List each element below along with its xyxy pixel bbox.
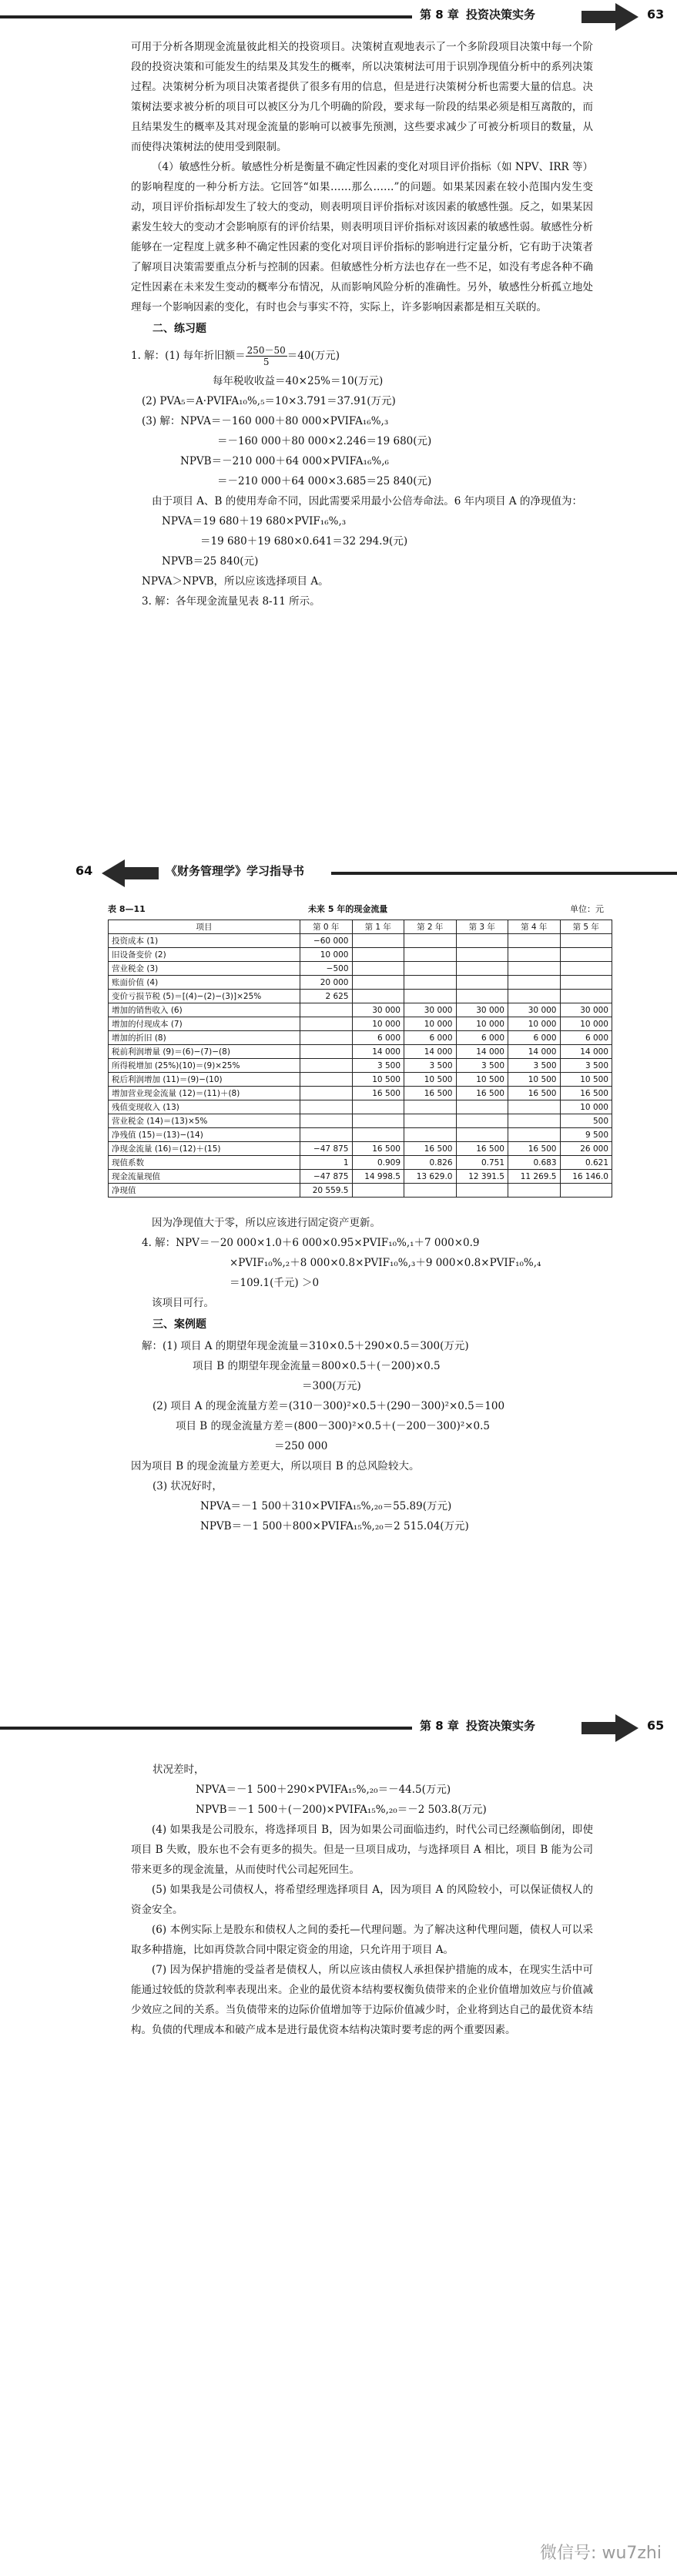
equation: NPVA＝－1 500＋310×PVIFA₁₅%,₂₀＝55.89(万元) [200, 1500, 452, 1512]
row-label-cell: 增加的销售收入 (6) [109, 1003, 300, 1017]
value-cell: 3 500 [508, 1059, 561, 1073]
fraction: $\frac{250-50}{5}$ [246, 345, 286, 367]
arrow-right-icon [581, 2, 640, 32]
value-cell [352, 990, 404, 1003]
equation: (2) PVA₅＝A·PVIFA₁₀%,₅＝10×3.791＝37.91(万元) [142, 395, 396, 407]
equation: ＝－160 000＋80 000×2.246＝19 680(元) [217, 435, 432, 447]
header-rule [331, 872, 677, 875]
value-cell: −500 [300, 962, 353, 976]
paragraph: (6) 本例实际上是股东和债权人之间的委托—代理问题。为了解决这种代理问题，债权人可以采取多种措施，比如再贷款合同中限定资金的用途，只允许用于项目 A。 [131, 1924, 593, 1956]
value-cell: 14 000 [404, 1045, 457, 1059]
page65-body [131, 1760, 593, 2040]
value-cell [508, 1114, 561, 1128]
equation: 项目 B 的期望年现金流量＝800×0.5＋(－200)×0.5 [193, 1360, 441, 1372]
value-cell: 14 000 [508, 1045, 561, 1059]
value-cell [300, 1073, 353, 1087]
row-label-cell: 增加营业现金流量 (12)＝(11)＋(8) [109, 1087, 300, 1100]
cash-flow-table [108, 920, 612, 1198]
equation: ＝19 680＋19 680×0.641＝32 294.9(元) [200, 535, 408, 548]
page-number: 64 [75, 863, 93, 878]
arrow-left-icon [100, 858, 159, 889]
value-cell [508, 962, 561, 976]
arrow-right-icon [581, 1713, 640, 1744]
value-cell [456, 1184, 508, 1198]
value-cell [508, 948, 561, 962]
row-label-cell: 增加的折旧 (8) [109, 1031, 300, 1045]
value-cell: 14 998.5 [352, 1170, 404, 1184]
header-title: 投资决策实务 [466, 8, 536, 22]
value-cell: 10 500 [404, 1073, 457, 1087]
row-label-cell: 投资成本 (1) [109, 934, 300, 948]
table-row [109, 1114, 612, 1128]
value-cell: 20 559.5 [300, 1184, 353, 1198]
column-header: 第 4 年 [508, 920, 561, 934]
equation: ＝－210 000＋64 000×3.685＝25 840(元) [217, 475, 432, 487]
value-cell [404, 990, 457, 1003]
value-cell: 16 500 [352, 1142, 404, 1156]
table-row [109, 1073, 612, 1087]
value-cell: 14 000 [456, 1045, 508, 1059]
page65-header [0, 1711, 677, 1747]
row-label-cell: 税后利润增加 (11)＝(9)−(10) [109, 1073, 300, 1087]
value-cell: 16 500 [456, 1142, 508, 1156]
value-cell [560, 962, 612, 976]
column-header: 第 5 年 [560, 920, 612, 934]
value-cell: −60 000 [300, 934, 353, 948]
row-label-cell: 变价亏损节税 (5)＝[(4)−(2)−(3)]×25% [109, 990, 300, 1003]
table-row [109, 1017, 612, 1031]
equation: NPVA＞NPVB，所以应该选择项目 A。 [142, 575, 329, 588]
value-cell [352, 948, 404, 962]
value-cell [456, 962, 508, 976]
table-header-row [109, 920, 612, 934]
value-cell [300, 1031, 353, 1045]
header-book-title: 《财务管理学》学习指导书 [166, 864, 305, 878]
value-cell: 10 500 [456, 1073, 508, 1087]
value-cell: 10 000 [404, 1017, 457, 1031]
table-row [109, 1087, 612, 1100]
equation: 3. 解：各年现金流量见表 8-11 所示。 [142, 595, 320, 608]
row-label-cell: 营业税金 (14)＝(13)×5% [109, 1114, 300, 1128]
paragraph: 因为净现值大于零，所以应该进行固定资产更新。 [152, 1217, 380, 1229]
section-heading: 三、案例题 [152, 1318, 206, 1331]
value-cell: 0.751 [456, 1156, 508, 1170]
row-label-cell: 所得税增加 (25%)(10)＝(9)×25% [109, 1059, 300, 1073]
table-row [109, 1003, 612, 1017]
value-cell: 6 000 [456, 1031, 508, 1045]
value-cell: 3 500 [352, 1059, 404, 1073]
value-cell [508, 934, 561, 948]
page-number: 63 [647, 7, 665, 22]
value-cell [508, 1128, 561, 1142]
equation: 解：(1) 项目 A 的期望年现金流量＝310×0.5＋290×0.5＝300(万元) [142, 1340, 469, 1352]
value-cell [508, 976, 561, 990]
paragraph: 可用于分析各期现金流量彼此相关的投资项目。决策树直观地表示了一个多阶段项目决策中每一个阶段的投资决策和可能发生的结果及其发生的概率，所以决策树法可用于识别净现值分析中的系列决策过程。决策树分析为项目决策者提供了很多有用的信息，但是进行决策树分析也需要大量的信息。决策树法要求被分析的项目可以被区分为几个明确的阶段，要求每一阶段的结果必须是相互离散的，而且结果发生的概率及其对现金流量的影响可以被事先预测，这些要求减少了可被分析项目的数量，从而使得决策树法的使用受到限制。 [131, 41, 593, 153]
value-cell [560, 1184, 612, 1198]
value-cell [352, 1128, 404, 1142]
table-row [109, 1100, 612, 1114]
row-label-cell: 营业税金 (3) [109, 962, 300, 976]
value-cell: 30 000 [352, 1003, 404, 1017]
value-cell: 500 [560, 1114, 612, 1128]
value-cell: 0.909 [352, 1156, 404, 1170]
watermark: 微信号: wu7zhi [540, 2544, 662, 2563]
page64-body [131, 1213, 593, 1536]
value-cell: 0.683 [508, 1156, 561, 1170]
paragraph: （4）敏感性分析。敏感性分析是衡量不确定性因素的变化对项目评价指标（如 NPV、IRR 等）的影响程度的一种分析方法。它回答“如果……那么……”的问题。如果某因素在较小范围内发生变动，项目评价指标却发生了较大的变动，则表明项目评价指标对该因素的敏感性强。反之，如果某因素发生较大的变动才会影响原有的评价结果，则表明项目评价指标对该因素的敏感性弱。敏感性分析能够在一定程度上就多种不确定性因素的变化对项目评价指标的影响进行定量分析，它有助于决策者了解项目决策需要重点分析与控制的因素。但敏感性分析方法也存在一些不足，如没有考虑各种不确定性因素在未来发生变动的概率分布情况，从而影响风险分析的准确性。另外，敏感性分析孤立地处理每一个影响因素的变化，有时也会与事实不符，实际上，许多影响因素都是相互关联的。 [131, 161, 593, 313]
equation: NPVB＝－1 500＋800×PVIFA₁₅%,₂₀＝2 515.04(万元) [200, 1520, 469, 1533]
row-label-cell: 净现值 [109, 1184, 300, 1198]
value-cell: 10 000 [300, 948, 353, 962]
value-cell [300, 1045, 353, 1059]
table-row [109, 1045, 612, 1059]
value-cell [404, 1184, 457, 1198]
row-label-cell: 净现金流量 (16)＝(12)＋(15) [109, 1142, 300, 1156]
column-header: 第 1 年 [352, 920, 404, 934]
value-cell [508, 1184, 561, 1198]
value-cell: 11 269.5 [508, 1170, 561, 1184]
value-cell: 30 000 [404, 1003, 457, 1017]
row-label-cell: 净残值 (15)＝(13)−(14) [109, 1128, 300, 1142]
value-cell: 30 000 [560, 1003, 612, 1017]
value-cell: 6 000 [404, 1031, 457, 1045]
value-cell [352, 976, 404, 990]
header-chapter: 第 8 章 [420, 1719, 459, 1733]
value-cell: 30 000 [508, 1003, 561, 1017]
equation: ×PVIF₁₀%,₂＋8 000×0.8×PVIF₁₀%,₃＋9 000×0.8×PVIF₁₀%,₄ [230, 1257, 541, 1269]
table-label: 表 8—11 [108, 904, 146, 914]
table-row [109, 1128, 612, 1142]
equation: 状况差时， [152, 1764, 205, 1776]
paragraph: (7) 因为保护措施的受益者是债权人，所以应该由债权人承担保护措施的成本，在现实生活中可能通过较低的贷款利率表现出来。企业的最优资本结构要权衡负债带来的企业价值增加效应与价值减少效应之间的关系。当负债带来的边际价值增加等于边际价值减少时，企业将到达自己的最优资本结构。负债的代理成本和破产成本是进行最优资本结构决策时要考虑的两个重要因素。 [131, 1964, 593, 2036]
value-cell: 10 000 [508, 1017, 561, 1031]
value-cell [560, 934, 612, 948]
equation: 4. 解：NPV＝－20 000×1.0＋6 000×0.95×PVIF₁₀%,₁＋7 000×0.9 [142, 1237, 480, 1249]
value-cell [404, 1114, 457, 1128]
header-rule [0, 1727, 412, 1730]
table-row [109, 948, 612, 962]
header-chapter: 第 8 章 [420, 8, 459, 22]
header-title: 投资决策实务 [466, 1719, 536, 1733]
table-row [109, 1170, 612, 1184]
equation: NPVB＝－210 000＋64 000×PVIFA₁₆%,₆ [180, 455, 389, 467]
row-label-cell: 现金流量现值 [109, 1170, 300, 1184]
value-cell [352, 1114, 404, 1128]
row-label-cell: 账面价值 (4) [109, 976, 300, 990]
table-row [109, 976, 612, 990]
value-cell [352, 1100, 404, 1114]
value-cell [404, 934, 457, 948]
value-cell [508, 1100, 561, 1114]
value-cell: 3 500 [560, 1059, 612, 1073]
row-label-cell: 增加的付现成本 (7) [109, 1017, 300, 1031]
value-cell [300, 1114, 353, 1128]
page-number: 65 [647, 1718, 665, 1733]
equation: 项目 B 的现金流量方差＝(800－300)²×0.5＋(－200－300)²×0.5 [176, 1420, 491, 1432]
value-cell [300, 1128, 353, 1142]
value-cell [300, 1087, 353, 1100]
equation: NPVA＝－1 500＋290×PVIFA₁₅%,₂₀＝－44.5(万元) [196, 1784, 451, 1796]
value-cell [404, 976, 457, 990]
value-cell: 16 500 [560, 1087, 612, 1100]
value-cell: 10 500 [352, 1073, 404, 1087]
value-cell: 13 629.0 [404, 1170, 457, 1184]
equation: 1. 解：(1) 每年折旧额＝ $\frac{250-50}{5}$ ＝40(万元) [131, 345, 340, 367]
table-unit: 单位：元 [570, 904, 604, 914]
paragraph: (5) 如果我是公司债权人，将希望经理选择项目 A，因为项目 A 的风险较小，可以保证债权人的资金安全。 [131, 1884, 593, 1916]
value-cell: 16 146.0 [560, 1170, 612, 1184]
value-cell: 16 500 [404, 1142, 457, 1156]
value-cell: 10 000 [560, 1100, 612, 1114]
value-cell: 3 500 [404, 1059, 457, 1073]
value-cell: 14 000 [352, 1045, 404, 1059]
equation: (3) 状况好时， [152, 1480, 223, 1492]
value-cell: 1 [300, 1156, 353, 1170]
value-cell: 9 500 [560, 1128, 612, 1142]
page63-header [0, 0, 677, 35]
value-cell: 30 000 [456, 1003, 508, 1017]
equation: NPVA＝19 680＋19 680×PVIF₁₆%,₃ [162, 515, 347, 528]
equation: ＝109.1(千元) ＞0 [230, 1277, 320, 1289]
value-cell: 0.826 [404, 1156, 457, 1170]
table-row [109, 962, 612, 976]
value-cell [300, 1003, 353, 1017]
value-cell: 16 500 [508, 1142, 561, 1156]
table-row [109, 990, 612, 1003]
row-label-cell: 现值系数 [109, 1156, 300, 1170]
value-cell [456, 1114, 508, 1128]
value-cell [404, 1100, 457, 1114]
equation: (3) 解：NPVA＝－160 000＋80 000×PVIFA₁₆%,₃ [142, 415, 389, 427]
value-cell [300, 1059, 353, 1073]
table-row [109, 934, 612, 948]
value-cell: 6 000 [352, 1031, 404, 1045]
value-cell: 10 500 [560, 1073, 612, 1087]
value-cell [456, 948, 508, 962]
value-cell [560, 990, 612, 1003]
row-label-cell: 税前利润增量 (9)＝(6)−(7)−(8) [109, 1045, 300, 1059]
equation: NPVB＝－1 500＋(－200)×PVIFA₁₅%,₂₀＝－2 503.8(万元) [196, 1804, 487, 1816]
table-title: 未来 5 年的现金流量 [308, 904, 388, 914]
equation: NPVB＝25 840(元) [162, 555, 259, 568]
paragraph: (4) 如果我是公司股东，将选择项目 B，因为如果公司面临违约，时代公司已经濒临倒闭，即使项目 B 失败，股东也不会有更多的损失。但是一旦项目成功，与选择项目 A 相比，项目 B 能为公司带来更多的现金流量，从而使时代公司起死回生。 [131, 1824, 593, 1876]
value-cell: 0.621 [560, 1156, 612, 1170]
header-rule [0, 15, 412, 18]
column-header: 项目 [109, 920, 300, 934]
equation: ＝300(万元) [302, 1380, 361, 1392]
table-row [109, 1059, 612, 1073]
value-cell [456, 1100, 508, 1114]
table-row [109, 1142, 612, 1156]
value-cell [508, 990, 561, 1003]
value-cell: 10 000 [560, 1017, 612, 1031]
page64-header [0, 856, 677, 892]
value-cell [456, 990, 508, 1003]
section-heading: 二、练习题 [152, 323, 206, 335]
equation: ＝250 000 [274, 1440, 328, 1452]
value-cell [352, 1184, 404, 1198]
equation: 每年税收收益＝40×25%＝10(万元) [213, 375, 384, 387]
value-cell [300, 1017, 353, 1031]
value-cell: 3 500 [456, 1059, 508, 1073]
value-cell: 14 000 [560, 1045, 612, 1059]
column-header: 第 3 年 [456, 920, 508, 934]
value-cell: 16 500 [352, 1087, 404, 1100]
paragraph: 由于项目 A、B 的使用寿命不同，因此需要采用最小公倍寿命法。6 年内项目 A 的净现值为： [152, 495, 582, 507]
value-cell [456, 976, 508, 990]
value-cell: 20 000 [300, 976, 353, 990]
value-cell: 12 391.5 [456, 1170, 508, 1184]
row-label-cell: 旧设备变价 (2) [109, 948, 300, 962]
value-cell: 10 000 [352, 1017, 404, 1031]
value-cell [404, 1128, 457, 1142]
paragraph: 因为项目 B 的现金流量方差更大，所以项目 B 的总风险较大。 [131, 1460, 420, 1472]
value-cell: 2 625 [300, 990, 353, 1003]
table-row [109, 1031, 612, 1045]
value-cell [456, 1128, 508, 1142]
value-cell: 6 000 [508, 1031, 561, 1045]
page63-body [131, 37, 593, 611]
value-cell: 10 500 [508, 1073, 561, 1087]
value-cell [404, 948, 457, 962]
value-cell: 6 000 [560, 1031, 612, 1045]
equation: (2) 项目 A 的现金流量方差＝(310－300)²×0.5＋(290－300)²×0.5＝100 [152, 1400, 505, 1412]
value-cell: 16 500 [404, 1087, 457, 1100]
value-cell: −47 875 [300, 1142, 353, 1156]
column-header: 第 2 年 [404, 920, 457, 934]
value-cell: 16 500 [456, 1087, 508, 1100]
value-cell [560, 948, 612, 962]
value-cell: 26 000 [560, 1142, 612, 1156]
value-cell [560, 976, 612, 990]
row-label-cell: 残值变现收入 (13) [109, 1100, 300, 1114]
value-cell: 16 500 [508, 1087, 561, 1100]
value-cell: 10 000 [456, 1017, 508, 1031]
table-row [109, 1156, 612, 1170]
value-cell [300, 1100, 353, 1114]
paragraph: 该项目可行。 [152, 1297, 214, 1309]
value-cell [352, 962, 404, 976]
value-cell: −47 875 [300, 1170, 353, 1184]
table-row [109, 1184, 612, 1198]
table-body [109, 934, 612, 1198]
value-cell [404, 962, 457, 976]
value-cell [352, 934, 404, 948]
column-header: 第 0 年 [300, 920, 353, 934]
value-cell [456, 934, 508, 948]
